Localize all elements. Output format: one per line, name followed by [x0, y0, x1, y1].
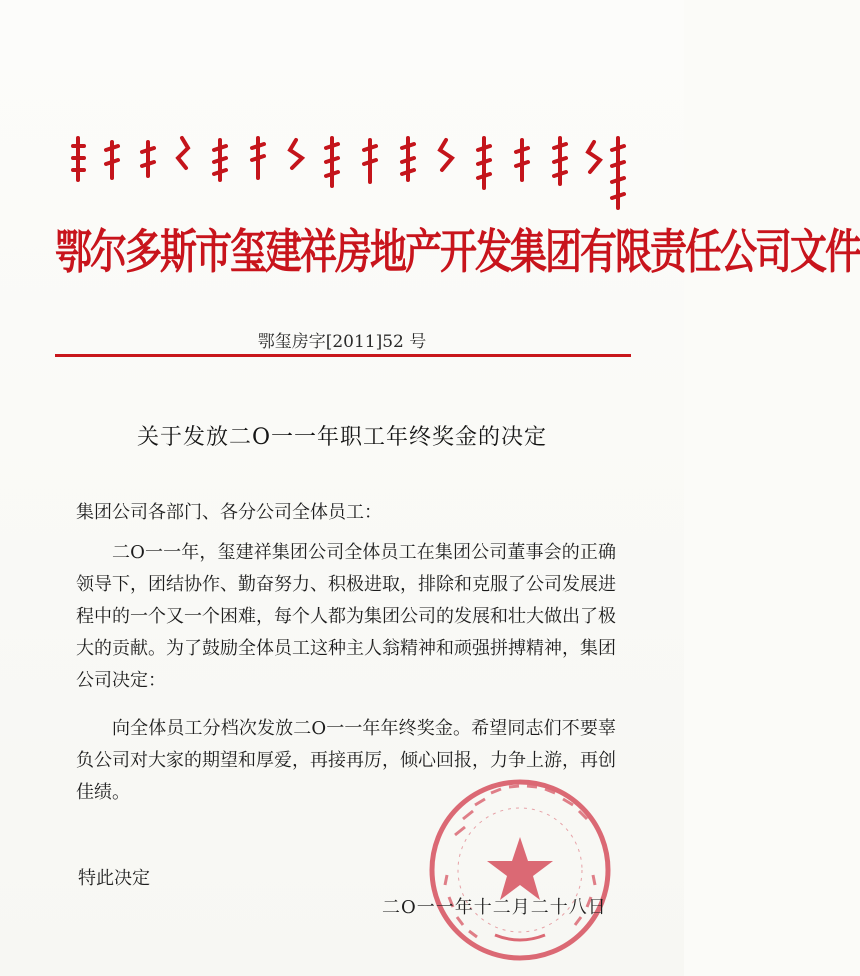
mongolian-script-header — [70, 128, 630, 216]
company-seal-stamp — [425, 775, 615, 965]
closing-remark: 特此决定 — [78, 868, 150, 889]
body-paragraph-1: 二O一一年，玺建祥集团公司全体员工在集团公司董事会的正确领导下，团结协作、勤奋努力、积极进取，排除和克服了公司发展进程中的一个又一个困难，每个人都为集团公司的发展和壮大做出了极大的贡献。为了鼓励全体员工这种主人翁精神和顽强拼搏精神，集团公司决定： — [76, 542, 616, 691]
company-letterhead-title: 鄂尔多斯市玺建祥房地产开发集团有限责任公司文件 — [55, 224, 860, 280]
document-date: 二O一一年十二月二十八日 — [382, 897, 607, 918]
body-paragraph-2: 向全体员工分档次发放二O一一年年终奖金。希望同志们不要辜负公司对大家的期望和厚爱，再接再厉，倾心回报，力争上游，再创佳绩。 — [76, 718, 616, 803]
document-subject: 关于发放二O一一年职工年终奖金的决定 — [136, 425, 548, 450]
document-number: 鄂玺房字[2011]52 号 — [257, 332, 427, 352]
letterhead-divider — [55, 354, 631, 357]
salutation: 集团公司各部门、各分公司全体员工： — [76, 502, 382, 523]
